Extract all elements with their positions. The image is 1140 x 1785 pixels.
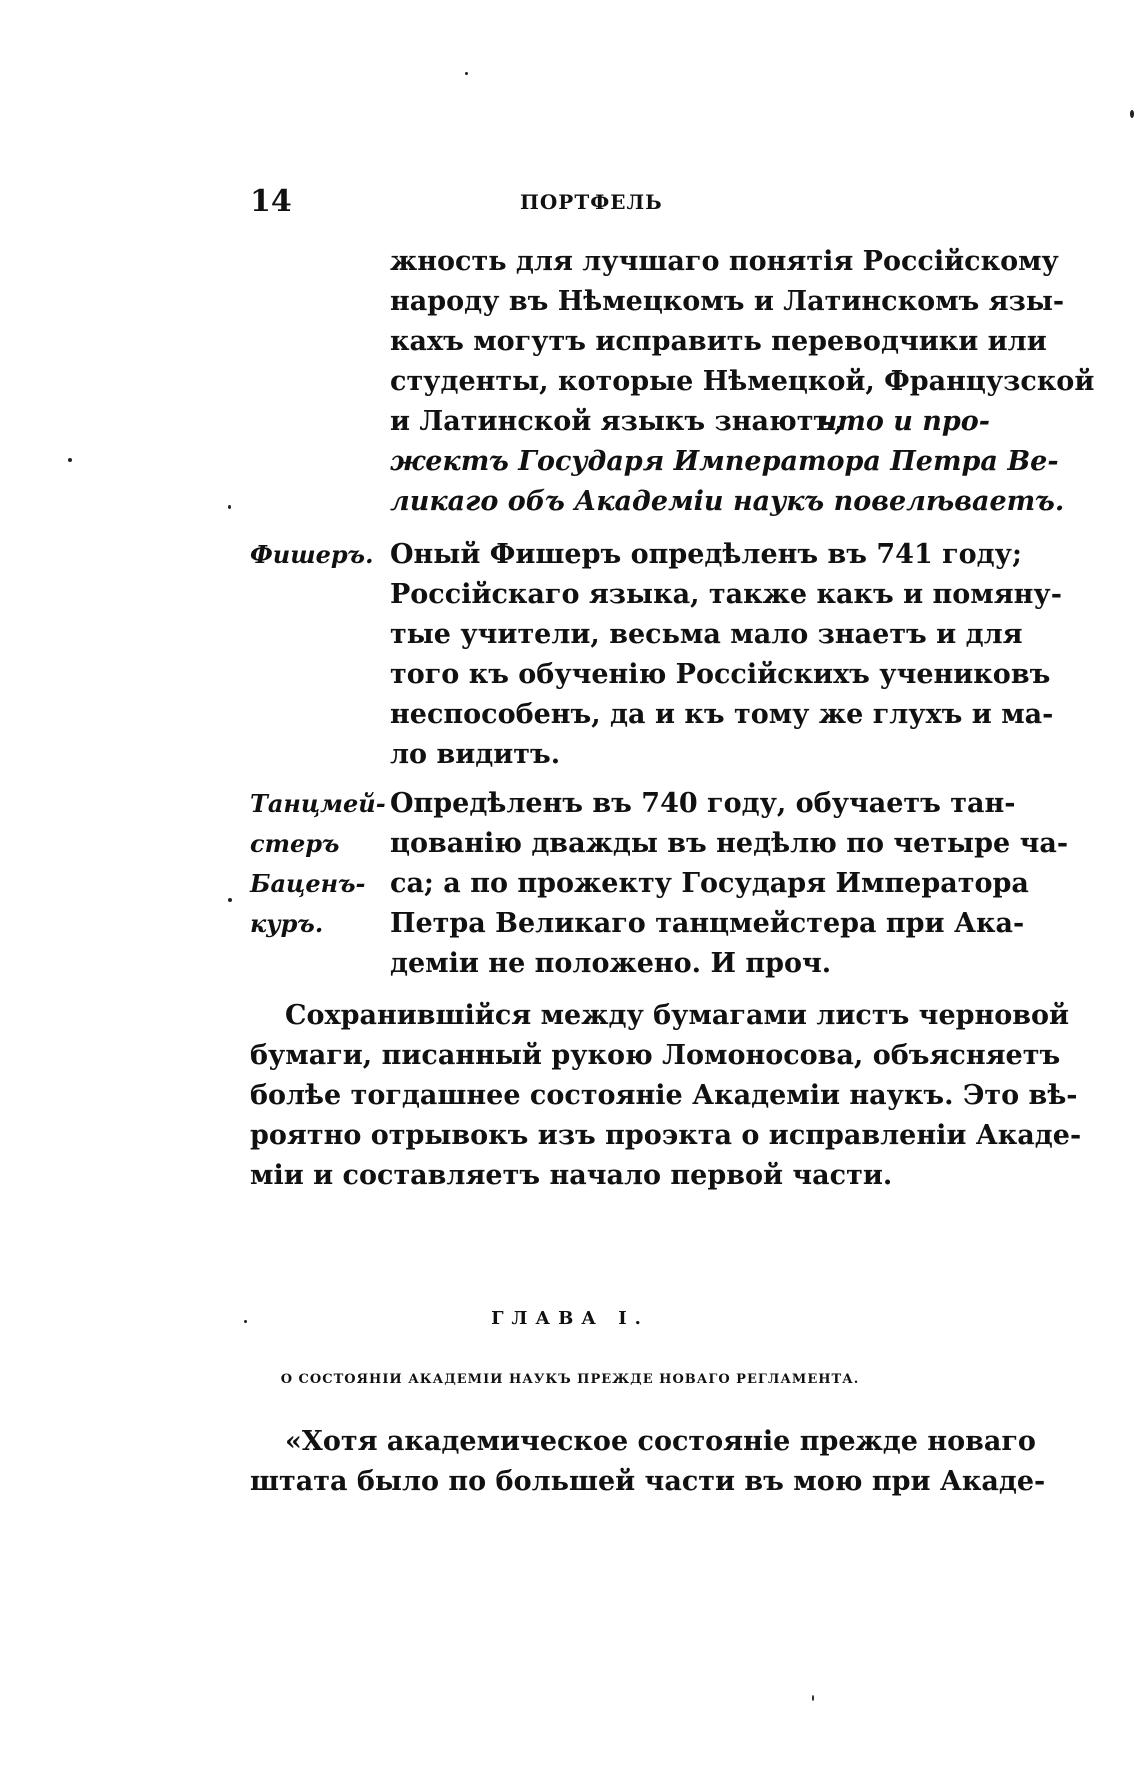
text-line: народу въ Нѣмецкомъ и Латинскомъ язы- (390, 286, 1065, 317)
text-line: ло видитъ. (390, 739, 561, 770)
text-line: Сохранившійся между бумагами листъ черновой (285, 1000, 1070, 1031)
text-line-mixed (390, 402, 990, 442)
page-number: 14 (250, 184, 292, 219)
text-line: «Хотя академическое состояніе прежде новаго (285, 1426, 1036, 1457)
scan-speck (68, 458, 72, 462)
margin-note-line: Баценъ- (250, 869, 366, 898)
text-line: міи и составляетъ начало первой части. (250, 1160, 893, 1191)
scan-speck (228, 505, 231, 509)
page-header (250, 184, 990, 224)
scan-speck (1130, 110, 1134, 118)
text-line: болѣе тогдашнее состояніе Академіи наукъ. Это вѣ- (250, 1080, 1078, 1111)
text-line: роятно отрывокъ изъ проэкта о исправленіи Акаде- (250, 1120, 1082, 1151)
italic-line: ликаго объ Академіи наукъ повелѣваетъ. (390, 486, 1065, 517)
scan-speck (812, 1695, 814, 1701)
text-segment: и Латинской языкъ знаютъ, (390, 406, 844, 437)
text-line: штата было по большей части въ мою при Акаде- (250, 1466, 1046, 1497)
text-line: са; а по прожекту Государя Императора (390, 868, 1029, 899)
text-line: цованію дважды въ недѣлю по четыре ча- (390, 828, 1069, 859)
chapter-subtitle: О СОСТОЯНІИ АКАДЕМІИ НАУКЪ ПРЕЖДЕ НОВАГО РЕГЛАМЕНТА. (280, 1372, 860, 1387)
running-title: ПОРТФЕЛЬ (520, 190, 663, 214)
margin-note-line: стеръ (250, 829, 340, 858)
text-line: бумаги, писанный рукою Ломоносова, объясняетъ (250, 1040, 1061, 1071)
italic-line: жектъ Государя Императора Петра Ве- (390, 446, 1059, 477)
italic-segment: что и про- (817, 406, 990, 437)
text-line: Опредѣленъ въ 740 году, обучаетъ тан- (390, 788, 1016, 819)
text-line: студенты, которые Нѣмецкой, Французской (390, 366, 1095, 397)
text-line: Петра Великаго танцмейстера при Ака- (390, 908, 1025, 939)
margin-note-fischer: Фишеръ. (250, 540, 374, 569)
chapter-heading: ГЛАВА I. (491, 1308, 649, 1329)
margin-note-line: Танцмей- (250, 789, 386, 818)
text-line: Оный Фишеръ опредѣленъ въ 741 году; (390, 539, 1022, 570)
text-line: жность для лучшаго понятія Россійскому (390, 246, 1059, 277)
margin-note-line: куръ. (250, 909, 324, 938)
scan-speck (244, 1320, 247, 1323)
text-line: неспособенъ, да и къ тому же глухъ и ма- (390, 699, 1054, 730)
text-line: деміи не положено. И проч. (390, 948, 832, 979)
text-line: тые учители, весьма мало знаетъ и для (390, 619, 1023, 650)
text-line: Россійскаго языка, также какъ и помяну- (390, 579, 1062, 610)
text-line: того къ обученію Россійскихъ учениковъ (390, 659, 1051, 690)
scan-speck (228, 898, 232, 902)
scan-speck (465, 72, 468, 75)
text-line: кахъ могутъ исправить переводчики или (390, 326, 1047, 357)
